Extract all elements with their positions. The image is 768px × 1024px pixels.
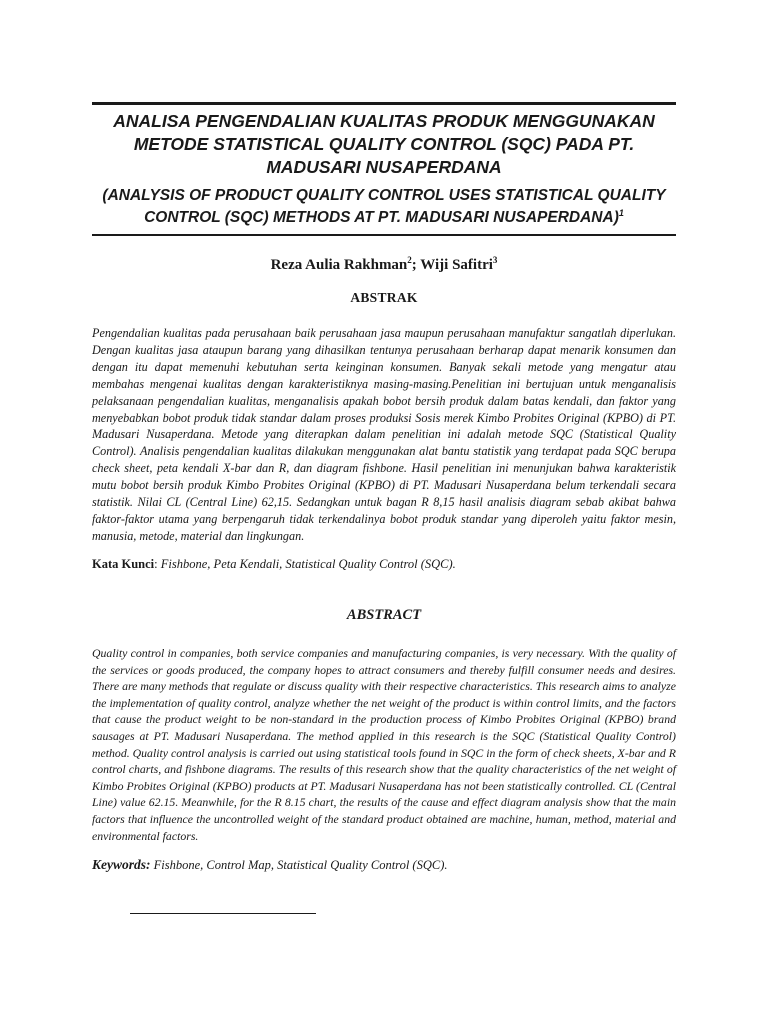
- abstrak-keywords-text: Fishbone, Peta Kendali, Statistical Quality Control (SQC).: [160, 557, 456, 571]
- abstract-heading: ABSTRACT: [346, 607, 422, 623]
- author-1-mark: 2: [407, 255, 412, 265]
- abstrak-heading: ABSTRAK: [350, 290, 418, 305]
- abstract-keywords-text: Fishbone, Control Map, Statistical Quality Control (SQC).: [153, 858, 448, 872]
- paper-title: [92, 110, 676, 179]
- title-line-1: ANALISA PENGENDALIAN KUALITAS PRODUK MENGGUNAKAN: [113, 111, 655, 131]
- top-rule: [92, 102, 676, 105]
- abstract-keywords: [92, 856, 676, 874]
- paper-title-english: [92, 185, 676, 229]
- abstrak-body: Pengendalian kualitas pada perusahaan baik perusahaan jasa maupun perusahaan manufaktur sangatlah diperlukan. Dengan kualitas jasa ataupun barang yang dihasilkan tentunya perusahaan berharap dapat menarik konsumen dan dengan itu dapat memenuhi kebutuhan serta keinginan konsumen. Banyak sekali metode yang mengatur atau membahas mengenai kualitas dengan karakteristiknya masing-masing.Penelitian ini bertujuan untuk menganalisis pelaksanaan pengendalian kualitas, menganalisis apakah bobot bersih produk dalam batas kendali, dan faktor yang menyebabkan bobot produk tidak standar dalam proses produksi Sosis merek Kimbo Probites Original (KPBO) di PT. Madusari Nusaperdana. Metode yang diterapkan dalam penelitian ini adalah metode SQC (Statistical Quality Control). Analisis pengendalian kualitas dilakukan menggunakan alat bantu statistik yang terdapat pada SQC berupa check sheet, peta kendali X-bar dan R, dan diagram fishbone. Hasil penelitian ini menunjukan bahwa karakteristik mutu bobot bersih produk Kimbo Probites Original (KPBO) di PT. Madusari Nusaperdana belum terkendali secara statistik. Nilai CL (Central Line) 62,15. Sedangkan untuk bagan R 8,15 hasil analisis diagram sebab akibat bahwa faktor-faktor utama yang berpengaruh tidak terkendalinya bobot produk standar yang diperoleh yaitu faktor mesin, manusia, metode, material dan lingkungan.: [92, 326, 676, 543]
- abstract-keywords-label: Keywords:: [92, 857, 151, 872]
- title-en-line-1: (ANALYSIS OF PRODUCT QUALITY CONTROL USES STATISTICAL QUALITY: [102, 187, 666, 204]
- title-bottom-rule: [92, 234, 676, 236]
- author-separator: ;: [411, 257, 421, 273]
- abstrak-keywords-separator: :: [154, 557, 161, 571]
- abstrak-keywords-label: Kata Kunci: [92, 557, 155, 571]
- author-2-name: Wiji Safitri: [420, 257, 493, 273]
- title-en-line-2: CONTROL (SQC) METHODS AT PT. MADUSARI NUSAPERDANA): [144, 209, 619, 226]
- title-footnote-mark: 1: [618, 207, 624, 218]
- author-1-name: Reza Aulia Rakhman: [270, 257, 408, 273]
- title-line-2: METODE STATISTICAL QUALITY CONTROL (SQC) PADA PT.: [133, 134, 635, 154]
- abstract-body: Quality control in companies, both service companies and manufacturing companies, is very necessary. With the quality of the services or goods produced, the company hopes to attract consumers and thereby fulfill consumer needs and desires. There are many methods that regulate or discuss quality with their respective characteristics. This research aims to analyze the implementation of quality control, analyze whether the net weight of the product is within control limits, and the factors that cause the product weight to be non-standard in the production process of Kimbo Probites Original (KPBO) brand sausages at PT. Madusari Nusaperdana. The method applied in this research is the SQC (Statistical Quality Control) method. Quality control analysis is carried out using statistical tools found in SQC in the form of check sheets, X-bar and R control charts, and fishbone diagrams. The results of this research show that the quality characteristics of the net weight of Kimbo Probites Original (KPBO) products at PT. Madusari Nusaperdana has not been statistically controlled. CL (Central Line) value 62.15. Meanwhile, for the R 8.15 chart, the results of the cause and effect diagram analysis show that the main factors that influence the uncontrolled weight of the standard product obtained are machine, human, method, material and environmental factors.: [92, 646, 676, 843]
- author-list: [92, 255, 676, 275]
- abstrak-keywords: [92, 556, 676, 573]
- title-line-3: MADUSARI NUSAPERDANA: [266, 157, 502, 177]
- footnote-rule: [130, 913, 316, 914]
- author-2-mark: 3: [492, 255, 498, 265]
